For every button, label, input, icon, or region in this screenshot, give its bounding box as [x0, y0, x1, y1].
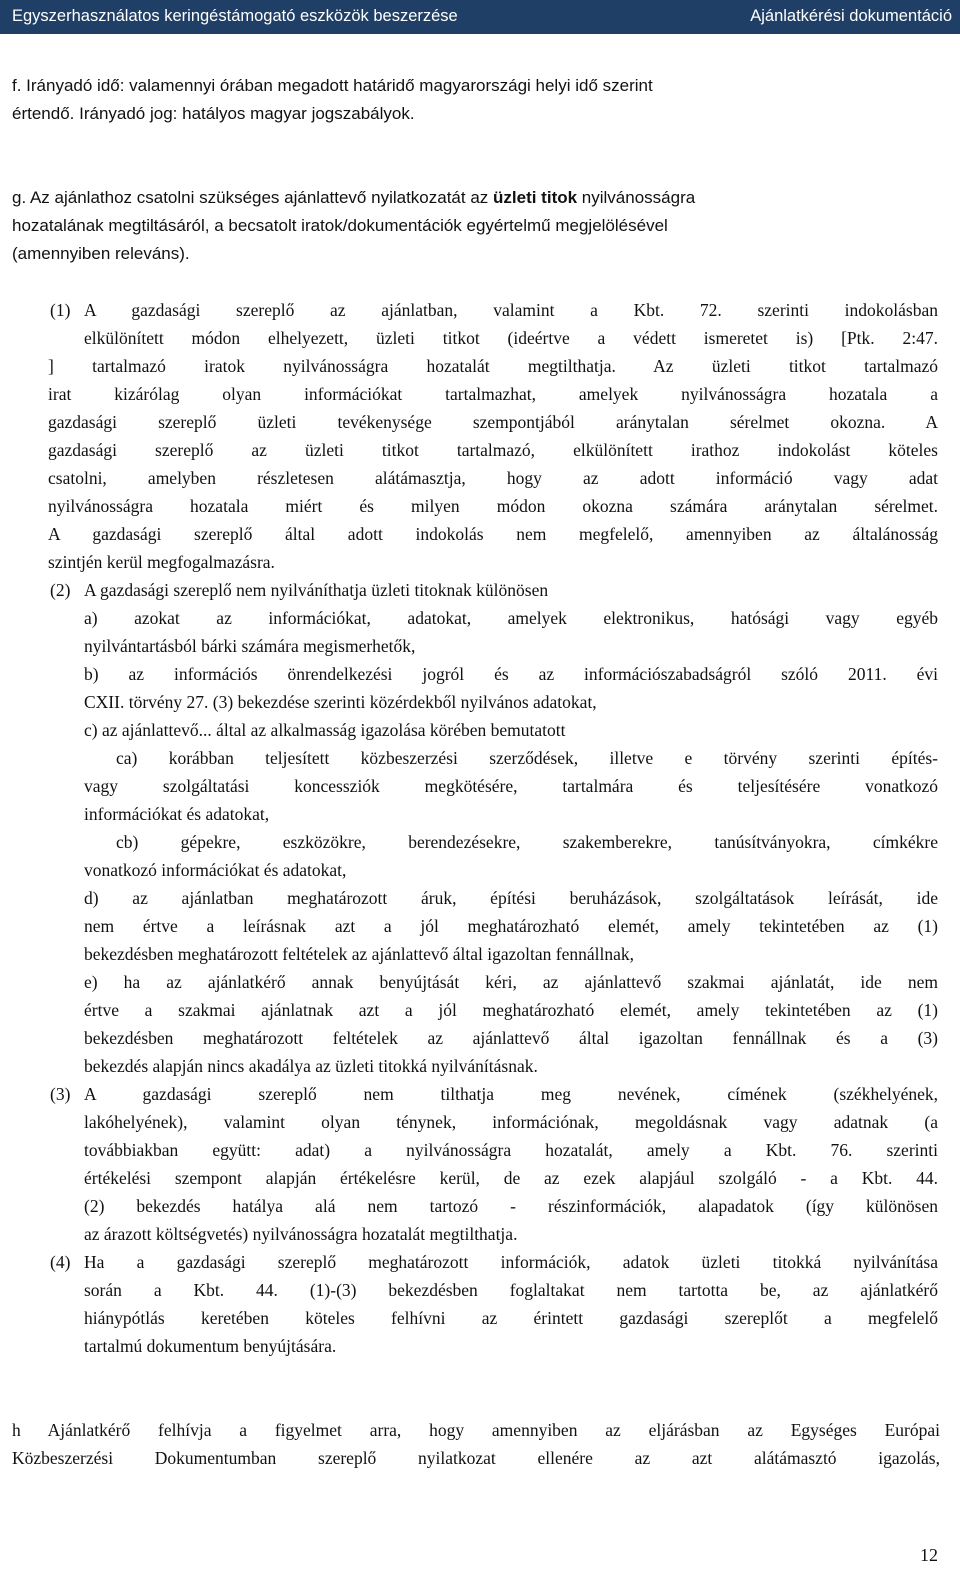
paragraph-h — [12, 1416, 940, 1472]
paragraph-h-line: h Ajánlatkérő felhívja a figyelmet arra, hogy amennyiben az eljárásban az Egységes Európai — [12, 1420, 940, 1440]
item-1 — [48, 296, 938, 576]
item-3-line: az árazott költségvetés) nyilvánosságra hozatalát megtilthatja. — [84, 1224, 518, 1244]
item-2-line: ca) korábban teljesített közbeszerzési szerződések, illetve e törvény szerinti építés- — [116, 748, 938, 768]
bold-term: üzleti titok — [493, 188, 578, 207]
item-1-line: gazdasági szereplő az üzleti titkot tartalmazó, elkülönített irathoz indokolást köteles — [48, 440, 938, 460]
item-1-line: gazdasági szereplő üzleti tevékenysége szempontjából aránytalan sérelmet okozna. A — [48, 412, 938, 432]
item-3-line: A gazdasági szereplő nem tilthatja meg nevének, címének (székhelyének, — [84, 1084, 938, 1104]
paragraph-f — [12, 72, 940, 128]
item-3-line: értékelési szempont alapján értékelésre kerül, de az ezek alapjául szolgáló - a Kbt. 44. — [84, 1168, 938, 1188]
paragraph-h-line: Közbeszerzési Dokumentumban szereplő nyilatkozat ellenére az azt alátámasztó igazolás, — [12, 1448, 940, 1468]
item-2 — [84, 576, 938, 1080]
item-2-line: vagy szolgáltatási koncessziók megkötésére, tartalmára és teljesítésére vonatkozó — [84, 776, 938, 796]
item-2-line: nyilvántartásból bárki számára megismerhetők, — [84, 636, 416, 656]
item-4-line: hiánypótlás keretében köteles felhívni az érintett gazdasági szereplőt a megfelelő — [84, 1308, 938, 1328]
header-bar — [0, 0, 960, 34]
document-title: Egyszerhasználatos keringéstámogató eszközök beszerzése — [12, 7, 458, 25]
item-1-line: A gazdasági szereplő az ajánlatban, valamint a Kbt. 72. szerinti indokolásban — [84, 300, 938, 320]
item-2-line: bekezdés alapján nincs akadálya az üzleti titokká nyilvánításnak. — [84, 1056, 538, 1076]
text-run: g. Az ajánlathoz csatolni szükséges ajánlattevő nyilatkozatát az — [12, 188, 494, 207]
item-2-line: e) ha az ajánlatkérő annak benyújtását kéri, az ajánlattevő szakmai ajánlatát, ide nem — [84, 972, 938, 992]
paragraph-g — [12, 184, 940, 268]
item-3-line: továbbiakban együtt: adat) a nyilvánosságra hozatalát, amely a Kbt. 76. szerinti — [84, 1140, 938, 1160]
item-2-line: d) az ajánlatban meghatározott áruk, építési beruházások, szolgáltatások leírását, ide — [84, 888, 938, 908]
item-1-line: elkülönített módon elhelyezett, üzleti titkot (ideértve a védett ismeretet is) [Ptk. 2:47. — [84, 328, 938, 348]
text-run: nyilvánosságra — [577, 188, 696, 207]
page-number: 12 — [920, 1545, 938, 1565]
item-2-line: vonatkozó információkat és adatokat, — [84, 860, 347, 880]
item-3-line: lakóhelyének), valamint olyan ténynek, információnak, megoldásnak vagy adatnak (a — [84, 1112, 938, 1132]
paragraph-f-line: f. Irányadó idő: valamennyi órában megadott határidő magyarországi helyi idő szerint — [12, 76, 653, 95]
item-2-line: bekezdésben meghatározott feltételek az ajánlattevő által igazoltan fennállnak, — [84, 944, 635, 964]
item-4-line: tartalmú dokumentum benyújtására. — [84, 1336, 337, 1356]
item-1-line: irat kizárólag olyan információkat tartalmazhat, amelyek nyilvánosságra hozatala a — [48, 384, 938, 404]
item-3 — [84, 1080, 938, 1248]
item-2-line: a) azokat az információkat, adatokat, amelyek elektronikus, hatósági vagy egyéb — [84, 608, 938, 628]
item-2-line: b) az információs önrendelkezési jogról és az információszabadságról szóló 2011. évi — [84, 664, 938, 684]
paragraph-g-line: (amennyiben releváns). — [12, 244, 190, 263]
item-2-line: nem értve a leírásnak azt a jól meghatározható elemét, amely tekintetében az (1) — [84, 916, 938, 936]
item-1-line: A gazdasági szereplő által adott indokolás nem megfelelő, amennyiben az általánosság — [48, 524, 938, 544]
paragraph-g-line: hozatalának megtiltásáról, a becsatolt iratok/dokumentációk egyértelmű megjelölésével — [12, 216, 668, 235]
item-number: (2) — [50, 580, 71, 600]
item-number: (3) — [50, 1084, 71, 1104]
item-1-line: csatolni, amelyben részletesen alátámasztja, hogy az adott információ vagy adat — [48, 468, 938, 488]
paragraph-g-line — [12, 184, 940, 212]
document-type: Ajánlatkérési dokumentáció — [750, 7, 952, 25]
item-4-line: során a Kbt. 44. (1)-(3) bekezdésben foglaltakat nem tartotta be, az ajánlatkérő — [84, 1280, 938, 1300]
item-2-line: értve a szakmai ajánlatnak azt a jól meghatározható elemét, amely tekintetében az (1) — [84, 1000, 938, 1020]
paragraph-f-line: értendő. Irányadó jog: hatályos magyar jogszabályok. — [12, 104, 415, 123]
item-1-line: szintjén kerül megfogalmazásra. — [48, 552, 275, 572]
item-2-line: c) az ajánlattevő... által az alkalmasság igazolása körében bemutatott — [84, 720, 566, 740]
item-2-line: információkat és adatokat, — [84, 804, 270, 824]
item-number: (1) — [50, 300, 71, 320]
item-4-line: Ha a gazdasági szereplő meghatározott információk, adatok üzleti titokká nyilvánítása — [84, 1252, 938, 1272]
item-2-line: CXII. törvény 27. (3) bekezdése szerinti közérdekből nyilvános adatokat, — [84, 692, 597, 712]
item-1-line: nyilvánosságra hozatala miért és milyen módon okozna számára aránytalan sérelmet. — [48, 496, 938, 516]
item-2-line: cb) gépekre, eszközökre, berendezésekre, szakemberekre, tanúsítványokra, címkékre — [116, 832, 938, 852]
text-run: Az üzleti titkot tartalmazó — [653, 356, 938, 376]
text-run: ] tartalmazó iratok nyilvánosságra hozatalát megtilthatja. — [48, 356, 616, 376]
item-4 — [84, 1248, 938, 1360]
item-3-line: (2) bekezdés hatálya alá nem tartozó - részinformációk, alapadatok (így különösen — [84, 1196, 938, 1216]
item-2-line: bekezdésben meghatározott feltételek az ajánlattevő által igazoltan fennállnak és a (3) — [84, 1028, 938, 1048]
item-number: (4) — [50, 1252, 71, 1272]
item-2-intro: A gazdasági szereplő nem nyilváníthatja üzleti titoknak különösen — [84, 580, 549, 600]
item-1-line — [48, 352, 938, 380]
